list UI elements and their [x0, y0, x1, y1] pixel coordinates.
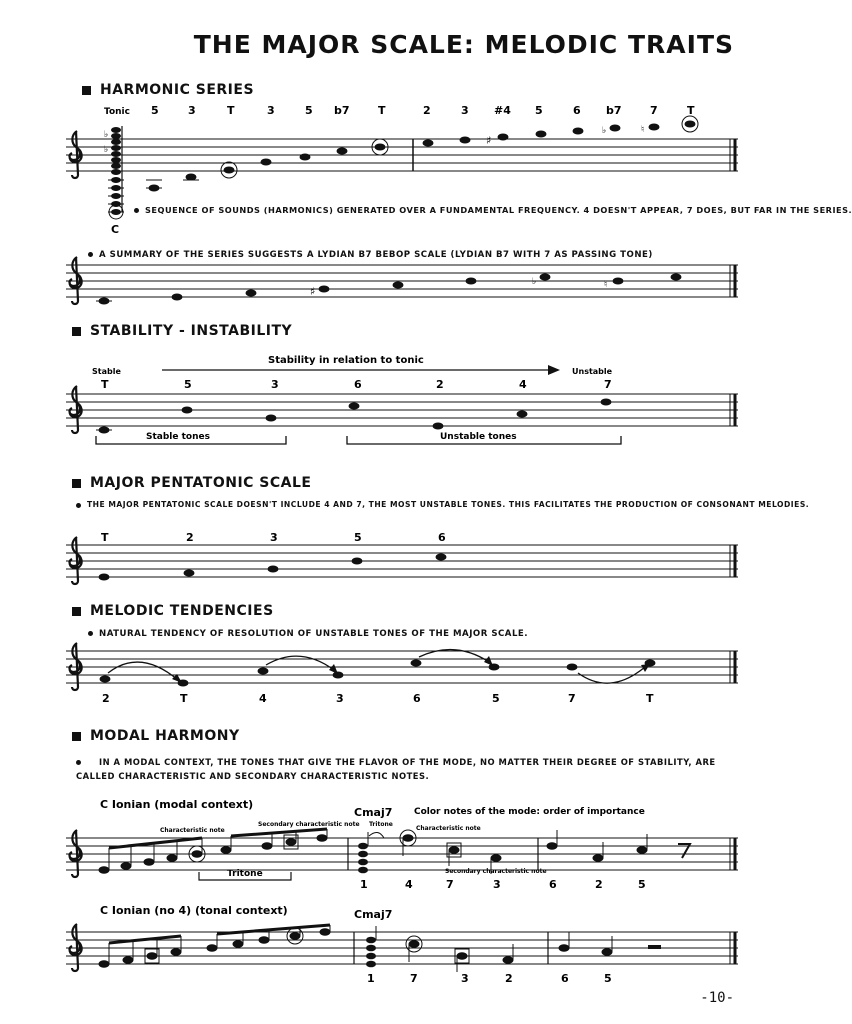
- harmonic-label: b7: [334, 104, 350, 117]
- ionian-degree: 6: [549, 878, 557, 891]
- stability-degree: 3: [271, 378, 279, 391]
- harmonic-chord-cluster: [104, 126, 124, 219]
- harmonic-label: 3: [267, 104, 275, 117]
- flat-icon: ♭: [104, 145, 109, 155]
- flat-icon: ♭: [104, 130, 109, 140]
- harmonic-label: T: [378, 104, 386, 117]
- unstable-label: Unstable: [572, 367, 613, 376]
- harmonic-label: 6: [573, 104, 581, 117]
- resolution-arrow: [266, 656, 334, 670]
- natural-icon: ♮: [641, 125, 645, 135]
- color-notes-label: Color notes of the mode: order of importance: [414, 807, 645, 817]
- pentatonic-degree: 5: [354, 531, 362, 544]
- arrow-head-icon: [548, 365, 560, 375]
- ionian-tonal-title: C Ionian (no 4) (tonal context): [100, 904, 288, 917]
- harmonic-series-summary-text: A SUMMARY OF THE SERIES SUGGESTS A LYDIAN B7 BEBOP SCALE (LYDIAN B7 WITH 7 AS PASSING TONE): [99, 250, 653, 260]
- tendency-degree: 3: [336, 692, 344, 705]
- sharp-icon: ♯: [310, 285, 316, 298]
- page-title: THE MAJOR SCALE: MELODIC TRAITS: [193, 30, 734, 59]
- stable-bracket-label: Stable tones: [146, 432, 210, 442]
- harmonic-label: T: [227, 104, 235, 117]
- harmonic-label: 5: [535, 104, 543, 117]
- secondary-note-label: Secondary characteristic note: [258, 821, 360, 828]
- harmonic-label: 7: [650, 104, 658, 117]
- harmonic-series-staff: [66, 104, 738, 236]
- ionian-degree: 1: [360, 878, 368, 891]
- lydian-bebop-staff: [66, 257, 738, 305]
- arrow-head-icon: [641, 664, 650, 672]
- pentatonic-degree: 2: [186, 531, 194, 544]
- ionian-tonal-staff: [66, 904, 738, 985]
- harmonic-label: Tonic: [104, 107, 130, 117]
- harmonic-label: 5: [305, 104, 313, 117]
- tendency-degree: T: [646, 692, 654, 705]
- tonal-degree: 6: [561, 972, 569, 985]
- arrow-head-icon: [329, 664, 338, 674]
- harmonic-label: T: [687, 104, 695, 117]
- stable-label: Stable: [92, 367, 121, 376]
- stability-heading-text: STABILITY - INSTABILITY: [90, 323, 293, 339]
- sharp-icon: ♯: [486, 134, 492, 147]
- tendencies-staff: [66, 643, 738, 705]
- pentatonic-staff: [66, 531, 738, 584]
- harmonic-label: 2: [423, 104, 431, 117]
- harmonic-label: b7: [606, 104, 622, 117]
- ionian-degree: 4: [405, 878, 413, 891]
- tendency-degree: T: [180, 692, 188, 705]
- stability-degree: T: [101, 378, 109, 391]
- tendency-degree: 2: [102, 692, 110, 705]
- tendency-degree: 5: [492, 692, 500, 705]
- ionian-degree: 7: [446, 878, 454, 891]
- tendency-degree: 4: [259, 692, 267, 705]
- pentatonic-note-text: THE MAJOR PENTATONIC SCALE DOESN'T INCLUDE 4 AND 7, THE MOST UNSTABLE TONES. THIS FACILITATES THE PRODUCTION OF CONSONANT MELODIES.: [87, 500, 810, 509]
- tonal-degree: 2: [505, 972, 513, 985]
- pentatonic-degree: 3: [270, 531, 278, 544]
- tendencies-heading-text: MELODIC TENDENCIES: [90, 603, 274, 619]
- harmonic-label: #4: [494, 104, 511, 117]
- ionian-modal-title: C Ionian (modal context): [100, 798, 254, 811]
- stability-degree: 4: [519, 378, 527, 391]
- tonal-degree: 1: [367, 972, 375, 985]
- flat-icon: ♭: [602, 126, 607, 136]
- stability-degree: 5: [184, 378, 192, 391]
- half-rest-icon: [648, 945, 661, 949]
- secondary-note-label-2: Secondary characteristic note: [445, 868, 547, 875]
- page-number: -10-: [700, 990, 734, 1006]
- characteristic-note-label: Characteristic note: [160, 827, 225, 834]
- ionian-degree: 3: [493, 878, 501, 891]
- chord-label-2: Cmaj7: [354, 908, 393, 921]
- harmonic-series-labels: [104, 104, 695, 236]
- stability-degree: 6: [354, 378, 362, 391]
- tendency-degree: 6: [413, 692, 421, 705]
- modal-note-text: IN A MODAL CONTEXT, THE TONES THAT GIVE THE FLAVOR OF THE MODE, NO MATTER THEIR DEGREE OF STABILITY, ARE CALLED CHARACTERISTIC AND SECONDARY CHARACTERISTIC NOTES.: [76, 757, 716, 781]
- flat-icon: ♭: [532, 277, 537, 287]
- harmonic-series-note-text: SEQUENCE OF SOUNDS (HARMONICS) GENERATED OVER A FUNDAMENTAL FREQUENCY. 4 DOESN'T APPEAR, 7 DOES, BUT FAR IN THE SERIES.: [145, 205, 852, 215]
- modal-heading-text: MODAL HARMONY: [90, 728, 240, 744]
- chord-label: Cmaj7: [354, 806, 393, 819]
- harmonic-label: 3: [461, 104, 469, 117]
- root-note-label: C: [111, 223, 120, 236]
- tritone-small-label: Tritone: [369, 821, 393, 828]
- harmonic-series-heading-text: HARMONIC SERIES: [100, 82, 255, 98]
- resolution-arrow: [108, 662, 178, 680]
- tendency-degree: 7: [568, 692, 576, 705]
- pentatonic-degree: T: [101, 531, 109, 544]
- tonal-degree: 3: [461, 972, 469, 985]
- unstable-bracket-label: Unstable tones: [440, 432, 517, 442]
- characteristic-note-label-2: Characteristic note: [416, 825, 481, 832]
- pentatonic-heading-text: MAJOR PENTATONIC SCALE: [90, 475, 312, 491]
- harmonic-label: 3: [188, 104, 196, 117]
- tonal-degree: 7: [410, 972, 418, 985]
- stability-degree: 7: [604, 378, 612, 391]
- arrow-head-icon: [484, 656, 493, 666]
- ionian-modal-staff: [66, 798, 738, 891]
- ionian-degree: 5: [638, 878, 646, 891]
- pentatonic-degree: 6: [438, 531, 446, 544]
- tritone-label: Tritone: [227, 869, 263, 879]
- stability-staff: [66, 355, 738, 444]
- tonal-degree: 5: [604, 972, 612, 985]
- stability-degree: 2: [436, 378, 444, 391]
- harmonic-label: 5: [151, 104, 159, 117]
- ionian-degree: 2: [595, 878, 603, 891]
- tendencies-note-text: NATURAL TENDENCY OF RESOLUTION OF UNSTABLE TONES OF THE MAJOR SCALE.: [99, 629, 529, 639]
- stability-arrow-label: Stability in relation to tonic: [268, 355, 424, 366]
- natural-icon: ♮: [604, 280, 608, 290]
